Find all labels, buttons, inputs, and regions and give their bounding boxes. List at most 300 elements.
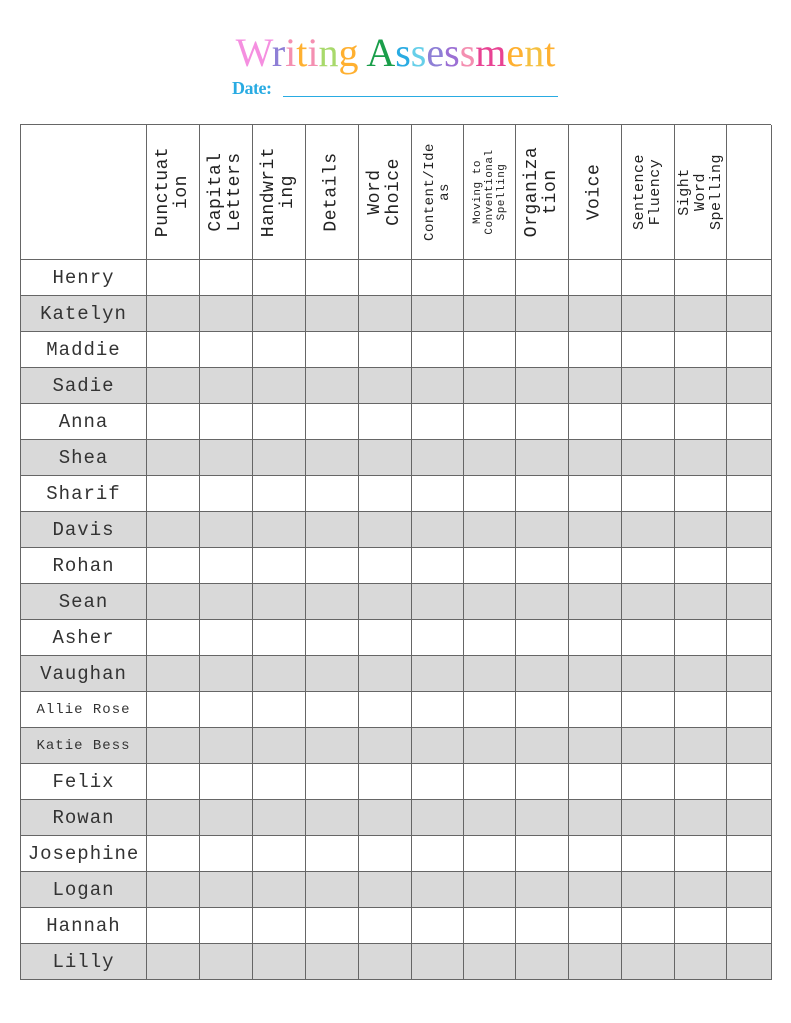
score-cell[interactable] (622, 260, 675, 296)
score-cell[interactable] (359, 260, 412, 296)
student-name: Rowan (21, 800, 147, 836)
score-cell[interactable] (147, 836, 200, 872)
title-letter: i (285, 30, 297, 75)
student-name: Lilly (21, 944, 147, 980)
score-cell[interactable] (412, 512, 464, 548)
column-header-label: Moving to Conventional Spelling (471, 149, 508, 235)
score-cell[interactable] (622, 332, 675, 368)
score-cell[interactable] (622, 656, 675, 692)
score-cell[interactable] (359, 944, 412, 980)
score-cell[interactable] (412, 728, 464, 764)
title-letter: t (544, 30, 556, 75)
title-letter: i (307, 30, 319, 75)
score-cell[interactable] (675, 512, 727, 548)
score-cell[interactable] (253, 692, 306, 728)
score-cell[interactable] (622, 944, 675, 980)
score-cell[interactable] (412, 404, 464, 440)
score-cell[interactable] (359, 512, 412, 548)
score-cell[interactable] (147, 332, 200, 368)
score-cell[interactable] (253, 260, 306, 296)
score-cell[interactable] (464, 836, 516, 872)
score-cell[interactable] (727, 872, 772, 908)
student-name: Katie Bess (21, 728, 147, 764)
score-cell[interactable] (253, 656, 306, 692)
score-cell[interactable] (516, 764, 569, 800)
score-cell[interactable] (306, 440, 359, 476)
score-cell[interactable] (569, 836, 622, 872)
score-cell[interactable] (306, 620, 359, 656)
score-cell[interactable] (306, 728, 359, 764)
score-cell[interactable] (516, 620, 569, 656)
score-cell[interactable] (412, 368, 464, 404)
score-cell[interactable] (464, 548, 516, 584)
score-cell[interactable] (253, 836, 306, 872)
score-cell[interactable] (200, 296, 253, 332)
score-cell[interactable] (464, 476, 516, 512)
score-cell[interactable] (516, 296, 569, 332)
score-cell[interactable] (412, 764, 464, 800)
score-cell[interactable] (569, 656, 622, 692)
score-cell[interactable] (727, 332, 772, 368)
score-cell[interactable] (253, 620, 306, 656)
column-header-label: Capital Letters (206, 152, 245, 232)
score-cell[interactable] (727, 584, 772, 620)
score-cell[interactable] (147, 512, 200, 548)
score-cell[interactable] (306, 908, 359, 944)
score-cell[interactable] (253, 476, 306, 512)
score-cell[interactable] (516, 512, 569, 548)
score-cell[interactable] (675, 836, 727, 872)
score-cell[interactable] (200, 548, 253, 584)
score-cell[interactable] (675, 944, 727, 980)
score-cell[interactable] (727, 440, 772, 476)
student-name: Allie Rose (21, 692, 147, 728)
score-cell[interactable] (569, 584, 622, 620)
score-cell[interactable] (516, 260, 569, 296)
score-cell[interactable] (464, 800, 516, 836)
score-cell[interactable] (412, 548, 464, 584)
score-cell[interactable] (147, 944, 200, 980)
score-cell[interactable] (412, 908, 464, 944)
score-cell[interactable] (200, 440, 253, 476)
column-header (253, 125, 306, 260)
score-cell[interactable] (675, 260, 727, 296)
score-cell[interactable] (306, 944, 359, 980)
score-cell[interactable] (253, 764, 306, 800)
score-cell[interactable] (675, 764, 727, 800)
score-cell[interactable] (622, 296, 675, 332)
score-cell[interactable] (464, 260, 516, 296)
score-cell[interactable] (359, 800, 412, 836)
score-cell[interactable] (200, 764, 253, 800)
score-cell[interactable] (412, 296, 464, 332)
column-header (464, 125, 516, 260)
score-cell[interactable] (675, 548, 727, 584)
assessment-table (20, 124, 771, 980)
score-cell[interactable] (306, 548, 359, 584)
score-cell[interactable] (516, 548, 569, 584)
score-cell[interactable] (253, 368, 306, 404)
score-cell[interactable] (622, 620, 675, 656)
column-header (306, 125, 359, 260)
score-cell[interactable] (147, 692, 200, 728)
score-cell[interactable] (306, 800, 359, 836)
score-cell[interactable] (359, 476, 412, 512)
score-cell[interactable] (412, 944, 464, 980)
score-cell[interactable] (622, 728, 675, 764)
score-cell[interactable] (464, 908, 516, 944)
score-cell[interactable] (675, 440, 727, 476)
column-header (516, 125, 569, 260)
score-cell[interactable] (675, 656, 727, 692)
score-cell[interactable] (622, 548, 675, 584)
score-cell[interactable] (359, 548, 412, 584)
score-cell[interactable] (200, 656, 253, 692)
score-cell[interactable] (200, 368, 253, 404)
score-cell[interactable] (464, 764, 516, 800)
score-cell[interactable] (727, 476, 772, 512)
score-cell[interactable] (516, 584, 569, 620)
score-cell[interactable] (359, 728, 412, 764)
student-name: Logan (21, 872, 147, 908)
student-name: Anna (21, 404, 147, 440)
score-cell[interactable] (569, 800, 622, 836)
score-cell[interactable] (306, 836, 359, 872)
score-cell[interactable] (200, 512, 253, 548)
score-cell[interactable] (516, 332, 569, 368)
score-cell[interactable] (147, 872, 200, 908)
score-cell[interactable] (464, 404, 516, 440)
score-cell[interactable] (569, 728, 622, 764)
score-cell[interactable] (412, 656, 464, 692)
column-header-label: Voice (584, 163, 605, 221)
student-name: Hannah (21, 908, 147, 944)
title-letter: n (524, 30, 545, 75)
column-header-label: Sentence Fluency (631, 153, 664, 231)
column-header (675, 125, 727, 260)
score-cell[interactable] (464, 656, 516, 692)
page-title (0, 30, 791, 76)
score-cell[interactable] (727, 944, 772, 980)
score-cell[interactable] (200, 908, 253, 944)
score-cell[interactable] (200, 260, 253, 296)
score-cell[interactable] (516, 656, 569, 692)
student-name: Katelyn (21, 296, 147, 332)
score-cell[interactable] (569, 512, 622, 548)
score-cell[interactable] (147, 908, 200, 944)
score-cell[interactable] (359, 620, 412, 656)
title-letter: e (426, 30, 445, 75)
score-cell[interactable] (569, 260, 622, 296)
score-cell[interactable] (359, 656, 412, 692)
score-cell[interactable] (147, 368, 200, 404)
score-cell[interactable] (569, 944, 622, 980)
score-cell[interactable] (359, 692, 412, 728)
student-name: Maddie (21, 332, 147, 368)
score-cell[interactable] (622, 872, 675, 908)
title-letter: e (506, 30, 525, 75)
student-name: Sharif (21, 476, 147, 512)
score-cell[interactable] (675, 692, 727, 728)
column-header-label: Punctuat ion (153, 146, 192, 238)
score-cell[interactable] (569, 548, 622, 584)
score-cell[interactable] (147, 728, 200, 764)
score-cell[interactable] (675, 800, 727, 836)
header-corner (21, 125, 147, 260)
score-cell[interactable] (464, 728, 516, 764)
column-header (200, 125, 253, 260)
score-cell[interactable] (412, 260, 464, 296)
score-cell[interactable] (622, 692, 675, 728)
score-cell[interactable] (516, 476, 569, 512)
score-cell[interactable] (412, 836, 464, 872)
score-cell[interactable] (675, 908, 727, 944)
title-letter: s (410, 30, 427, 75)
score-cell[interactable] (622, 836, 675, 872)
score-cell[interactable] (675, 296, 727, 332)
score-cell[interactable] (675, 584, 727, 620)
score-cell[interactable] (253, 944, 306, 980)
score-cell[interactable] (727, 692, 772, 728)
column-header (569, 125, 622, 260)
score-cell[interactable] (569, 476, 622, 512)
student-name: Shea (21, 440, 147, 476)
score-cell[interactable] (675, 404, 727, 440)
score-cell[interactable] (622, 368, 675, 404)
score-cell[interactable] (516, 404, 569, 440)
score-cell[interactable] (727, 296, 772, 332)
score-cell[interactable] (464, 692, 516, 728)
score-cell[interactable] (675, 332, 727, 368)
score-cell[interactable] (569, 332, 622, 368)
score-cell[interactable] (464, 872, 516, 908)
score-cell[interactable] (253, 548, 306, 584)
student-name: Asher (21, 620, 147, 656)
score-cell[interactable] (306, 872, 359, 908)
score-cell[interactable] (727, 764, 772, 800)
score-cell[interactable] (359, 908, 412, 944)
score-cell[interactable] (412, 800, 464, 836)
score-cell[interactable] (147, 404, 200, 440)
score-cell[interactable] (147, 476, 200, 512)
score-cell[interactable] (464, 440, 516, 476)
score-cell[interactable] (306, 404, 359, 440)
title-letter: s (459, 30, 476, 75)
score-cell[interactable] (622, 404, 675, 440)
score-cell[interactable] (306, 476, 359, 512)
score-cell[interactable] (727, 368, 772, 404)
student-name: Sadie (21, 368, 147, 404)
score-cell[interactable] (253, 512, 306, 548)
title-letter: n (318, 30, 339, 75)
score-cell[interactable] (727, 404, 772, 440)
title-letter: W (235, 30, 272, 75)
score-cell[interactable] (253, 584, 306, 620)
column-header (359, 125, 412, 260)
score-cell[interactable] (306, 368, 359, 404)
score-cell[interactable] (727, 512, 772, 548)
score-cell[interactable] (306, 332, 359, 368)
score-cell[interactable] (412, 476, 464, 512)
score-cell[interactable] (147, 764, 200, 800)
score-cell[interactable] (200, 728, 253, 764)
score-cell[interactable] (727, 908, 772, 944)
score-cell[interactable] (675, 368, 727, 404)
score-cell[interactable] (516, 836, 569, 872)
score-cell[interactable] (516, 908, 569, 944)
score-cell[interactable] (359, 332, 412, 368)
score-cell[interactable] (200, 332, 253, 368)
score-cell[interactable] (412, 440, 464, 476)
score-cell[interactable] (464, 944, 516, 980)
score-cell[interactable] (359, 404, 412, 440)
score-cell[interactable] (147, 800, 200, 836)
score-cell[interactable] (253, 908, 306, 944)
title-letter: r (271, 30, 286, 75)
score-cell[interactable] (464, 296, 516, 332)
score-cell[interactable] (200, 620, 253, 656)
score-cell[interactable] (516, 692, 569, 728)
student-name: Felix (21, 764, 147, 800)
score-cell[interactable] (516, 944, 569, 980)
score-cell[interactable] (622, 800, 675, 836)
score-cell[interactable] (569, 764, 622, 800)
score-cell[interactable] (359, 764, 412, 800)
score-cell[interactable] (516, 368, 569, 404)
score-cell[interactable] (569, 620, 622, 656)
score-cell[interactable] (359, 440, 412, 476)
column-header-label: Word Choice (365, 158, 404, 226)
score-cell[interactable] (253, 728, 306, 764)
score-cell[interactable] (569, 872, 622, 908)
score-cell[interactable] (464, 368, 516, 404)
score-cell[interactable] (306, 584, 359, 620)
date-label: Date: (232, 78, 272, 98)
column-header (727, 125, 772, 260)
score-cell[interactable] (200, 944, 253, 980)
score-cell[interactable] (569, 908, 622, 944)
score-cell[interactable] (622, 584, 675, 620)
column-header (412, 125, 464, 260)
score-cell[interactable] (622, 764, 675, 800)
score-cell[interactable] (200, 584, 253, 620)
score-cell[interactable] (412, 584, 464, 620)
score-cell[interactable] (200, 476, 253, 512)
score-cell[interactable] (253, 296, 306, 332)
column-header (147, 125, 200, 260)
score-cell[interactable] (306, 260, 359, 296)
score-cell[interactable] (147, 584, 200, 620)
score-cell[interactable] (359, 368, 412, 404)
title-letter: s (395, 30, 411, 75)
score-cell[interactable] (622, 908, 675, 944)
student-name: Josephine (21, 836, 147, 872)
score-cell[interactable] (253, 440, 306, 476)
score-cell[interactable] (359, 836, 412, 872)
student-name: Rohan (21, 548, 147, 584)
date-field[interactable] (283, 96, 558, 97)
score-cell[interactable] (516, 728, 569, 764)
column-header-label: Handwrit ing (259, 146, 298, 238)
score-cell[interactable] (675, 476, 727, 512)
score-cell[interactable] (569, 368, 622, 404)
score-cell[interactable] (253, 404, 306, 440)
score-cell[interactable] (516, 872, 569, 908)
column-header-label: Organiza tion (522, 146, 561, 238)
score-cell[interactable] (727, 728, 772, 764)
score-cell[interactable] (200, 404, 253, 440)
score-cell[interactable] (147, 656, 200, 692)
score-cell[interactable] (412, 620, 464, 656)
score-cell[interactable] (412, 872, 464, 908)
score-cell[interactable] (622, 476, 675, 512)
score-cell[interactable] (147, 260, 200, 296)
score-cell[interactable] (306, 296, 359, 332)
title-letter: s (444, 30, 460, 75)
title-letter: m (475, 30, 507, 75)
score-cell[interactable] (306, 764, 359, 800)
score-cell[interactable] (253, 872, 306, 908)
score-cell[interactable] (675, 872, 727, 908)
column-header-label: Details (321, 152, 342, 232)
score-cell[interactable] (464, 620, 516, 656)
score-cell[interactable] (306, 692, 359, 728)
score-cell[interactable] (200, 692, 253, 728)
score-cell[interactable] (253, 800, 306, 836)
score-cell[interactable] (569, 692, 622, 728)
score-cell[interactable] (675, 728, 727, 764)
score-cell[interactable] (727, 800, 772, 836)
score-cell[interactable] (306, 512, 359, 548)
title-letter: A (366, 30, 396, 75)
column-header-label: Content/Ide as (421, 143, 453, 241)
score-cell[interactable] (516, 800, 569, 836)
score-cell[interactable] (727, 656, 772, 692)
score-cell[interactable] (200, 872, 253, 908)
score-cell[interactable] (727, 620, 772, 656)
score-cell[interactable] (359, 296, 412, 332)
score-cell[interactable] (516, 440, 569, 476)
score-cell[interactable] (622, 512, 675, 548)
score-cell[interactable] (147, 296, 200, 332)
score-cell[interactable] (147, 620, 200, 656)
score-cell[interactable] (200, 836, 253, 872)
score-cell[interactable] (306, 656, 359, 692)
score-cell[interactable] (675, 620, 727, 656)
score-cell[interactable] (464, 512, 516, 548)
score-cell[interactable] (147, 548, 200, 584)
score-cell[interactable] (727, 260, 772, 296)
score-cell[interactable] (200, 800, 253, 836)
score-cell[interactable] (412, 332, 464, 368)
score-cell[interactable] (359, 872, 412, 908)
score-cell[interactable] (727, 836, 772, 872)
score-cell[interactable] (464, 584, 516, 620)
score-cell[interactable] (569, 440, 622, 476)
score-cell[interactable] (622, 440, 675, 476)
column-header (622, 125, 675, 260)
score-cell[interactable] (569, 404, 622, 440)
score-cell[interactable] (464, 332, 516, 368)
score-cell[interactable] (412, 692, 464, 728)
score-cell[interactable] (253, 332, 306, 368)
score-cell[interactable] (569, 296, 622, 332)
student-name: Davis (21, 512, 147, 548)
score-cell[interactable] (727, 548, 772, 584)
title-letter: g (338, 30, 359, 75)
score-cell[interactable] (359, 584, 412, 620)
score-cell[interactable] (147, 440, 200, 476)
